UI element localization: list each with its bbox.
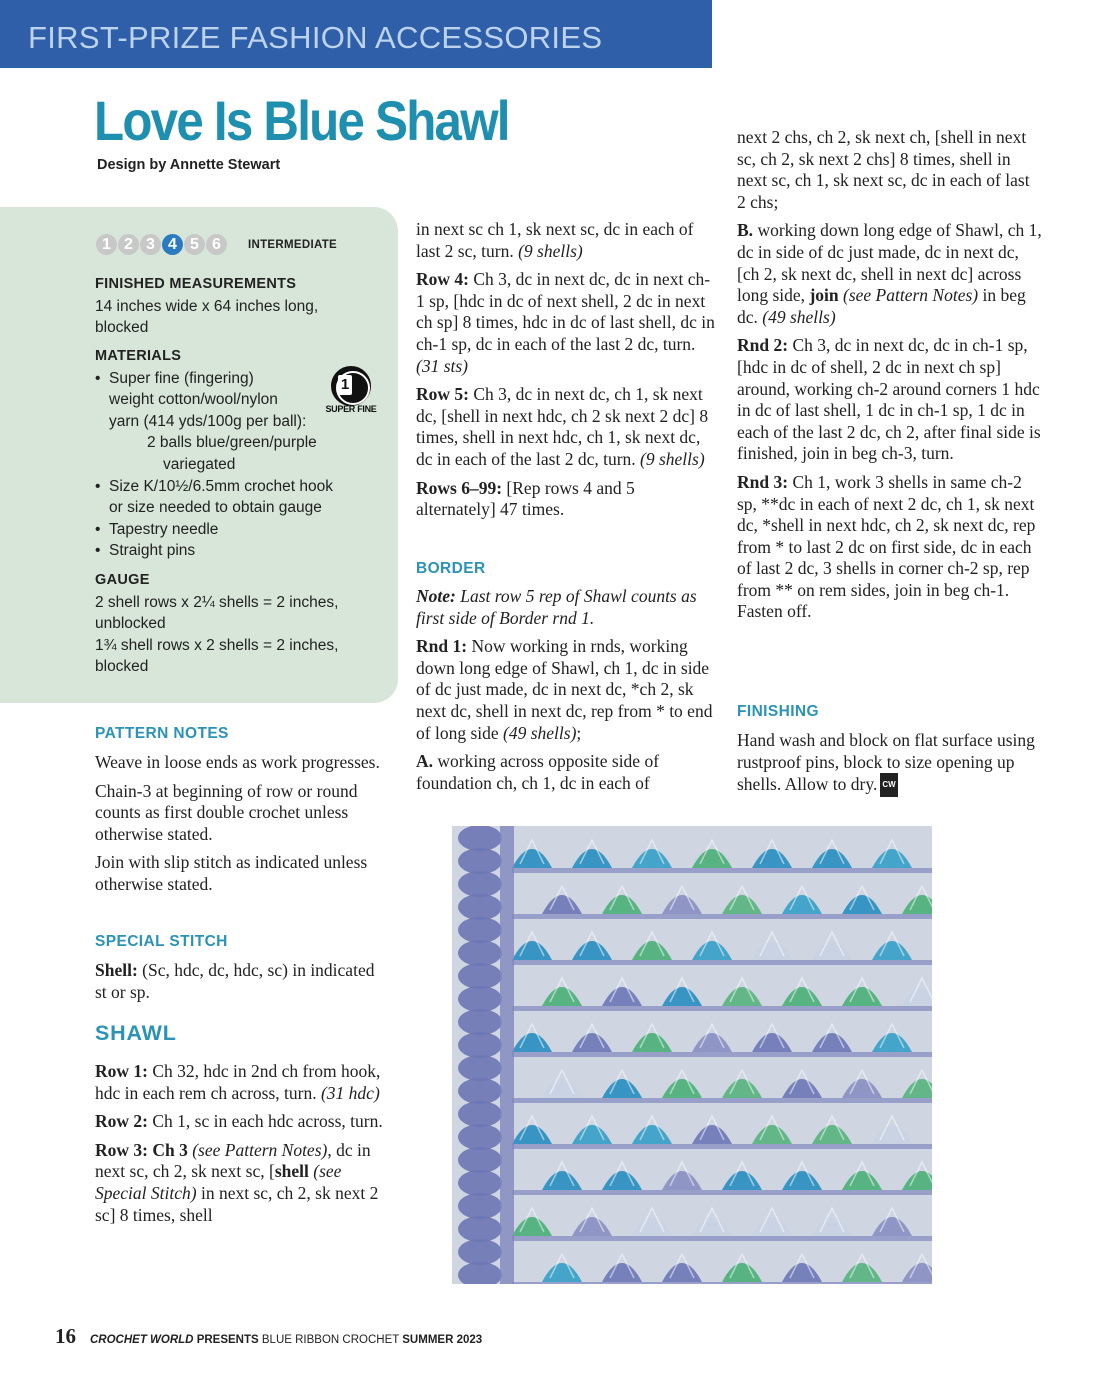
step-label: B. [737,220,754,241]
row-1 [95,1061,395,1104]
step-count: (49 shells) [762,306,836,327]
skill-level-1-icon: 1 [96,234,117,255]
swatch-chain-row [512,1098,932,1103]
row-3 [95,1140,395,1226]
rnd-label: Rnd 1: [416,636,468,657]
step-text: in beg dc. [737,285,1026,327]
swatch-border-scallop [458,917,502,943]
rnd-text: Ch 1, work 3 shells in same ch-2 sp, **dc in each of next 2 dc, ch 1, sk next dc, *shell in next hdc, ch 2, sk next dc, rep from * to last 2 dc on first side, dc in each of last 2 dc, 3 shells in corner ch-2 sp, rep from ** on rem sides, join in beg ch-1. Fasten off. [737,471,1036,622]
step-bold: join [809,285,839,306]
skill-level [96,234,337,255]
skill-level-4-icon: 4 [162,234,183,255]
yarn-weight-icon [325,366,377,416]
material-hook [95,476,395,519]
rows-6-99 [416,478,716,521]
section-label: FIRST-PRIZE FASHION ACCESSORIES [28,20,603,55]
row-2 [95,1111,395,1133]
rnd-3 [737,472,1042,623]
row-count: (31 sts) [416,355,469,376]
rnd-label: Rnd 3: [737,471,789,492]
pattern-note: Weave in loose ends as work progresses. [95,752,380,772]
finishing-heading: FINISHING [737,703,819,720]
shawl-photo [452,826,932,1284]
rnd-2 [737,335,1042,465]
row-label: Row 5: [416,384,469,405]
swatch-chain-row [512,1282,932,1284]
border-body-col2 [416,586,716,801]
row-label: Row 3: Ch 3 [95,1139,188,1160]
magazine-presents: PRESENTS [193,1334,259,1346]
row-5 [416,384,716,470]
swatch-border-scallop [458,986,502,1012]
swatch-border-scallop [458,871,502,897]
swatch-border-scallop [458,1009,502,1035]
rnd-label: Rnd 2: [737,335,789,356]
gauge-line: unblocked [95,615,166,633]
finishing-body [737,730,1042,804]
row-text: [Rep rows 4 and 5 alternately] 47 times. [416,477,635,520]
material-line: • Super fine (fingering) [109,369,254,387]
swatch-border-scallop [458,894,502,920]
swatch-border-scallop [458,940,502,966]
pattern-note: Chain-3 at beginning of row or round counts as first double crochet unless otherwise stated. [95,780,358,844]
swatch-border-scallop [458,1124,502,1150]
note-label: Note: [416,586,456,606]
step-text: working down long edge of Shawl, ch 1, dc in side of dc just made, dc in next dc, [ch 2, sk next dc, shell in next dc] across long side, [737,220,1042,306]
swatch-border-scallop [458,848,502,874]
step-a [416,751,716,794]
row-text: in next sc, ch 2, sk next 2 sc] 8 times, shell [95,1182,379,1225]
finishing-copy: Hand wash and block on flat surface using rustproof pins, block to size opening up shells. Allow to dry. [737,730,1035,795]
header-banner [0,0,712,68]
border-body-col3 [737,127,1042,630]
gauge-line: 1¾ shell rows x 2 shells = 2 inches, [95,636,339,654]
row-bold: shell [274,1161,309,1182]
row-text: Ch 3, dc in next dc, ch 1, sk next dc, [shell in next hdc, ch 2 sk next 2 dc] 8 times, shell in next hdc, ch 1, sk next dc, dc in each of the last 2 dc, turn. [416,384,709,469]
finishing-text [737,730,1042,797]
row-label: Row 4: [416,269,469,290]
info-box [0,207,398,703]
stitch-desc: (Sc, hdc, dc, hdc, sc) in indicated st or sp. [95,960,375,1002]
swatch-chain-row [512,1144,932,1149]
measurements-line: 14 inches wide x 64 inches long, [95,297,319,315]
swatch-chain-row [512,868,932,873]
cw-end-mark-icon: CW [880,773,897,797]
shawl-heading: SHAWL [95,1021,177,1045]
swatch-chain-row [512,1190,932,1195]
swatch-border-scallop [458,1101,502,1127]
swatch-border-scallop [458,1032,502,1058]
stitch-label: Shell: [95,960,138,980]
magazine-name: CROCHET WORLD [90,1334,194,1346]
border-note [416,586,716,629]
page-footer [55,1324,482,1349]
yarn-weight-number: 1 [338,375,352,395]
pattern-notes-heading: PATTERN NOTES [95,725,229,742]
shawl-rows-col1 [95,1061,395,1233]
step-note: (see Pattern Notes) [838,285,979,306]
step-label: A. [416,751,434,772]
swatch-border-edge [500,826,514,1284]
skill-label: INTERMEDIATE [248,238,337,251]
special-stitch-text [95,960,385,1003]
issue-season: SUMMER 2023 [402,1334,483,1346]
row-label: Row 2: [95,1111,148,1132]
swatch-border-scallop [458,963,502,989]
row-text: Ch 32, hdc in 2nd ch from hook, hdc in each rem ch across, turn. [95,1061,381,1103]
step-a-continued: next 2 chs, ch 2, sk next ch, [shell in next sc, ch 2, sk next 2 chs] 8 times, shell in next sc, ch 1, sk next sc, dc in each of last 2 chs; [737,127,1030,212]
yarn-weight-label: SUPER FINE [325,404,377,414]
pattern-notes-body [95,752,395,903]
swatch-chain-row [512,1236,932,1241]
pattern-note: Join with slip stitch as indicated unless otherwise stated. [95,852,368,894]
issue-title: BLUE RIBBON CROCHET [258,1334,403,1346]
row-4 [416,269,716,377]
row-count: (9 shells) [640,448,705,469]
material-line: weight cotton/wool/nylon [109,391,278,409]
gauge-heading: GAUGE [95,572,150,588]
measurements-line: blocked [95,319,149,337]
skill-level-6-icon: 6 [206,234,227,255]
material-needle: • Tapestry needle [95,519,395,541]
rnd-1 [416,636,716,744]
gauge-block [95,570,338,678]
material-line: yarn (414 yds/100g per ball): [109,412,307,430]
swatch-chain-row [512,960,932,965]
rnd-text: ; [576,722,582,743]
material-pins: • Straight pins [95,540,395,562]
step-text: working across opposite side of foundation ch, ch 1, dc in each of [416,751,660,793]
skill-level-2-icon: 2 [118,234,139,255]
rnd-count: (49 shells) [503,722,577,743]
row-note: (see Special Stitch) [95,1161,342,1203]
material-line: variegated [163,455,236,473]
row-note: (see Pattern Notes) [187,1139,328,1160]
page-title: Love Is Blue Shawl [94,89,509,152]
swatch-border-scallop [458,1193,502,1219]
row-count: (31 hdc) [320,1082,380,1103]
border-heading: BORDER [416,560,486,577]
page-number: 16 [55,1324,76,1348]
swatch-border-scallop [458,1216,502,1242]
rnd-text: Now working in rnds, working down long edge of Shawl, ch 1, dc in side of dc just made, dc in next dc, *ch 2, sk next dc, shell in next dc, rep from * to end of long side [416,636,713,743]
gauge-line: 2 shell rows x 2¼ shells = 2 inches, [95,593,339,611]
swatch-border-scallop [458,1055,502,1081]
row-text: , dc in next sc, ch 2, sk next sc, [ [95,1139,371,1182]
rnd-text: Ch 3, dc in next dc, dc in ch-1 sp, [hdc in dc of shell, 2 dc in next ch sp] around, working ch-2 around corners 1 hdc in dc of last shell, 1 dc in ch-1 sp, 1 dc in each of the last 2 dc, ch 2, after final side is finished, join in beg ch-3, turn. [737,335,1041,464]
shawl-rows-col2 [416,219,716,528]
material-line: or size needed to obtain gauge [109,499,322,517]
designer-byline: Design by Annette Stewart [97,157,281,173]
special-stitch-heading: SPECIAL STITCH [95,933,228,950]
swatch-chain-row [512,914,932,919]
material-line: 2 balls blue/green/purple [147,434,317,452]
row-text: Ch 3, dc in next dc, dc in next ch-1 sp, [hdc in dc of next shell, 2 dc in next ch sp] 8 times, hdc in dc of last shell, dc in ch-1 sp, dc in each of the last 2 dc, turn. [416,269,715,354]
materials-heading: MATERIALS [95,348,182,364]
row-3-continued [416,219,716,262]
measurements-block [95,274,318,339]
gauge-line: blocked [95,658,149,676]
row-count: (9 shells) [518,240,583,261]
note-text: Last row 5 rep of Shawl counts as first side of Border rnd 1. [416,586,697,628]
special-stitch-body [95,960,385,1010]
skill-level-5-icon: 5 [184,234,205,255]
swatch-border-scallop [458,826,502,851]
swatch-chain-row [512,1052,932,1057]
swatch-chain-row [512,1006,932,1011]
row-label: Rows 6–99: [416,477,503,498]
row-text: in next sc ch 1, sk next sc, dc in each of last 2 sc, turn. [416,219,694,261]
material-line: • Size K/10½/6.5mm crochet hook [109,477,334,495]
row-text: Ch 1, sc in each hdc across, turn. [147,1111,383,1132]
swatch-border-scallop [458,1170,502,1196]
swatch-border-scallop [458,1147,502,1173]
swatch-border-scallop [458,1239,502,1265]
skill-level-3-icon: 3 [140,234,161,255]
swatch-border-scallop [458,1078,502,1104]
step-b [737,220,1042,328]
measurements-heading: FINISHED MEASUREMENTS [95,276,297,292]
row-label: Row 1: [95,1061,148,1081]
crochet-swatch-image [452,826,932,1284]
